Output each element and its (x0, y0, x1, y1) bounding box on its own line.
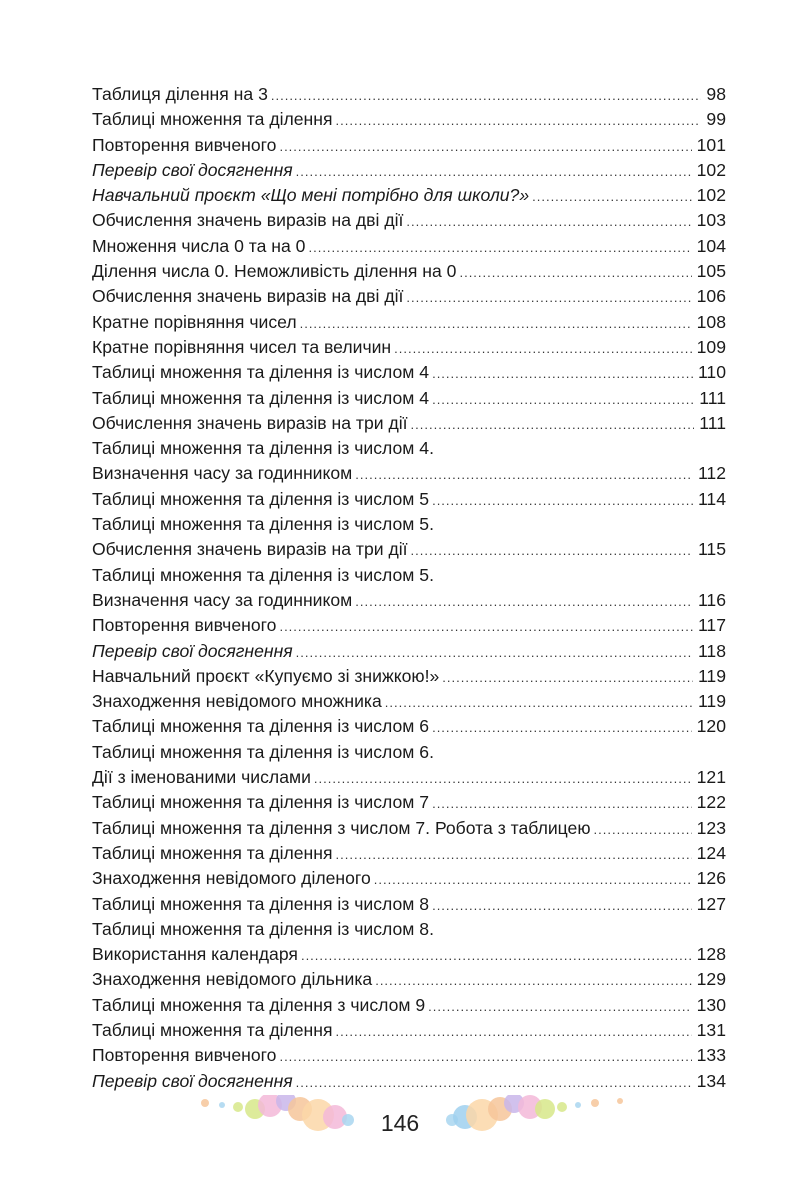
decorative-bubble (575, 1102, 581, 1108)
toc-leader-dots (296, 159, 692, 184)
toc-entry-title: Таблиці множення та ділення із числом 4 (92, 387, 430, 408)
toc-entry (92, 183, 726, 208)
toc-leader-dots (428, 994, 691, 1019)
toc-leader-dots (336, 108, 702, 133)
toc-entry (92, 639, 726, 664)
toc-entry (92, 563, 726, 588)
toc-entry-title: Знаходження невідомого множника (92, 691, 382, 712)
toc-entry-page: 134 (696, 1070, 726, 1091)
toc-entry (92, 664, 726, 689)
toc-entry-page: 116 (697, 589, 726, 610)
toc-entry-title: Таблиці множення та ділення з числом 7. Робота з таблицею (92, 817, 591, 838)
toc-entry-title: Таблиці множення та ділення із числом 5. (92, 564, 434, 585)
toc-leader-dots (406, 285, 691, 310)
toc-entry-page: 121 (696, 767, 726, 788)
toc-entry-title: Обчислення значень виразів на дві дії (92, 210, 404, 231)
toc-entry-title: Обчислення значень виразів на три дії (92, 412, 408, 433)
toc-leader-dots (406, 209, 691, 234)
toc-leader-dots (532, 184, 692, 209)
toc-entry-title: Таблиці множення та ділення (92, 109, 333, 130)
toc-entry-title: Таблиці множення та ділення (92, 842, 333, 863)
toc-entry-page: 111 (699, 387, 726, 408)
toc-entry (92, 1018, 726, 1043)
toc-entry (92, 892, 726, 917)
toc-entry-title: Навчальний проєкт «Купуємо зі знижкою!» (92, 665, 440, 686)
toc-entry (92, 689, 726, 714)
toc-entry (92, 158, 726, 183)
toc-entry-title: Таблиці множення та ділення із числом 5. (92, 514, 434, 535)
page-footer (0, 1095, 800, 1155)
toc-entry-page: 129 (696, 969, 726, 990)
toc-entry (92, 967, 726, 992)
toc-leader-dots (279, 614, 692, 639)
toc-entry (92, 1069, 726, 1094)
toc-entry (92, 993, 726, 1018)
toc-entry (92, 487, 726, 512)
toc-entry-page: 106 (696, 286, 726, 307)
toc-entry-page: 127 (696, 893, 726, 914)
toc-entry-page: 101 (696, 134, 726, 155)
toc-entry-page: 104 (696, 235, 726, 256)
toc-entry-title: Таблиці множення та ділення із числом 6. (92, 741, 434, 762)
toc-entry (92, 82, 726, 107)
toc-leader-dots (432, 488, 693, 513)
toc-entry-title: Обчислення значень виразів на три дії (92, 539, 408, 560)
toc-entry-title: Дії з іменованими числами (92, 767, 311, 788)
toc-entry (92, 512, 726, 537)
toc-entry-title: Множення числа 0 та на 0 (92, 235, 306, 256)
toc-entry (92, 133, 726, 158)
toc-entry (92, 335, 726, 360)
toc-leader-dots (432, 893, 692, 918)
toc-entry-title: Перевір свої досягнення (92, 640, 293, 661)
toc-entry (92, 310, 726, 335)
toc-entry-page: 98 (706, 84, 726, 104)
toc-entry (92, 411, 726, 436)
toc-entry (92, 461, 726, 486)
toc-entry-title: Таблиці множення та ділення із числом 6 (92, 716, 430, 737)
toc-entry-page: 122 (696, 792, 726, 813)
toc-entry (92, 942, 726, 967)
toc-entry-title: Таблиці множення та ділення із числом 4. (92, 438, 434, 459)
toc-leader-dots (411, 412, 695, 437)
toc-leader-dots (271, 83, 702, 108)
toc-leader-dots (279, 134, 691, 159)
decorative-bubble (201, 1099, 209, 1107)
toc-entry-page: 128 (696, 944, 726, 965)
toc-entry-page: 112 (697, 463, 726, 484)
toc-entry-title: Таблиці множення та ділення із числом 7 (92, 792, 430, 813)
toc-entry-title: Навчальний проєкт «Що мені потрібно для школи?» (92, 185, 530, 206)
toc-entry-page: 117 (697, 615, 726, 636)
toc-entry-title: Таблиці множення та ділення із числом 4 (92, 362, 430, 383)
toc-leader-dots (301, 943, 692, 968)
toc-entry (92, 234, 726, 259)
toc-leader-dots (308, 235, 691, 260)
toc-entry-page: 118 (697, 640, 726, 661)
toc-entry-title: Таблиці множення та ділення (92, 1019, 333, 1040)
toc-entry-title: Таблиці множення та ділення з числом 9 (92, 994, 426, 1015)
toc-entry (92, 917, 726, 942)
toc-entry-title: Перевір свої досягнення (92, 159, 293, 180)
toc-leader-dots (336, 1019, 692, 1044)
toc-entry-page: 131 (696, 1019, 726, 1040)
toc-entry (92, 436, 726, 461)
toc-entry (92, 537, 726, 562)
toc-entry (92, 259, 726, 284)
toc-entry (92, 740, 726, 765)
toc-entry-title: Визначення часу за годинником (92, 589, 353, 610)
toc-entry-title: Ділення числа 0. Неможливість ділення на 0 (92, 261, 457, 282)
toc-entry-page: 119 (697, 665, 726, 686)
toc-entry (92, 790, 726, 815)
toc-entry (92, 765, 726, 790)
toc-entry-page: 105 (696, 261, 726, 282)
decorative-bubble (617, 1098, 623, 1104)
toc-entry-page: 102 (696, 159, 726, 180)
toc-leader-dots (594, 817, 692, 842)
toc-entry-page: 103 (696, 210, 726, 231)
toc-leader-dots (355, 462, 693, 487)
toc-entry-page: 110 (697, 362, 726, 383)
decorative-bubble (219, 1102, 225, 1108)
toc-entry (92, 613, 726, 638)
toc-entry-page: 102 (696, 185, 726, 206)
toc-entry (92, 841, 726, 866)
toc-entry (92, 107, 726, 132)
toc-entry-page: 111 (699, 412, 726, 433)
toc-entry-page: 123 (696, 817, 726, 838)
toc-leader-dots (374, 867, 692, 892)
toc-entry-title: Повторення вивченого (92, 134, 277, 155)
toc-entry (92, 386, 726, 411)
toc-entry-title: Таблиці множення та ділення із числом 8. (92, 918, 434, 939)
toc-entry-title: Кратне порівняння чисел та величин (92, 336, 392, 357)
toc-leader-dots (432, 791, 692, 816)
toc-entry-title: Визначення часу за годинником (92, 463, 353, 484)
page-number: 146 (380, 1110, 420, 1136)
toc-entry (92, 208, 726, 233)
toc-entry-title: Повторення вивченого (92, 615, 277, 636)
toc-leader-dots (300, 311, 692, 336)
toc-entry-page: 109 (696, 336, 726, 357)
toc-entry-title: Таблиці множення та ділення із числом 5 (92, 488, 430, 509)
decorative-bubble (591, 1099, 599, 1107)
toc-leader-dots (279, 1044, 691, 1069)
toc-entry-page: 114 (697, 488, 726, 509)
toc-entry-page: 124 (696, 842, 726, 863)
toc-entry (92, 816, 726, 841)
toc-entry (92, 284, 726, 309)
toc-entry-page: 99 (706, 109, 726, 130)
table-of-contents (92, 82, 726, 1094)
toc-entry-page: 115 (697, 539, 726, 560)
toc-entry (92, 588, 726, 613)
toc-leader-dots (355, 589, 693, 614)
toc-entry (92, 866, 726, 891)
toc-leader-dots (394, 336, 691, 361)
toc-entry-title: Використання календаря (92, 944, 298, 965)
toc-entry (92, 1043, 726, 1068)
toc-leader-dots (336, 842, 692, 867)
toc-entry-title: Знаходження невідомого діленого (92, 868, 371, 889)
toc-leader-dots (296, 1070, 692, 1095)
toc-entry-title: Обчислення значень виразів на дві дії (92, 286, 404, 307)
toc-entry-title: Повторення вивченого (92, 1045, 277, 1066)
toc-entry-title: Таблиця ділення на 3 (92, 84, 268, 104)
toc-entry-page: 133 (696, 1045, 726, 1066)
toc-entry-title: Перевір свої досягнення (92, 1070, 293, 1091)
toc-leader-dots (432, 361, 693, 386)
toc-leader-dots (442, 665, 693, 690)
toc-entry-title: Таблиці множення та ділення із числом 8 (92, 893, 430, 914)
toc-leader-dots (296, 640, 693, 665)
toc-leader-dots (314, 766, 692, 791)
toc-entry-page: 120 (696, 716, 726, 737)
toc-entry-page: 130 (696, 994, 726, 1015)
toc-leader-dots (432, 387, 694, 412)
toc-entry-title: Знаходження невідомого дільника (92, 969, 373, 990)
toc-leader-dots (375, 968, 691, 993)
toc-leader-dots (411, 538, 693, 563)
toc-leader-dots (459, 260, 691, 285)
toc-entry-page: 119 (697, 691, 726, 712)
toc-leader-dots (432, 715, 692, 740)
toc-leader-dots (385, 690, 693, 715)
toc-entry-page: 126 (696, 868, 726, 889)
toc-entry-page: 108 (696, 311, 726, 332)
toc-entry (92, 360, 726, 385)
toc-entry-title: Кратне порівняння чисел (92, 311, 297, 332)
toc-entry (92, 714, 726, 739)
